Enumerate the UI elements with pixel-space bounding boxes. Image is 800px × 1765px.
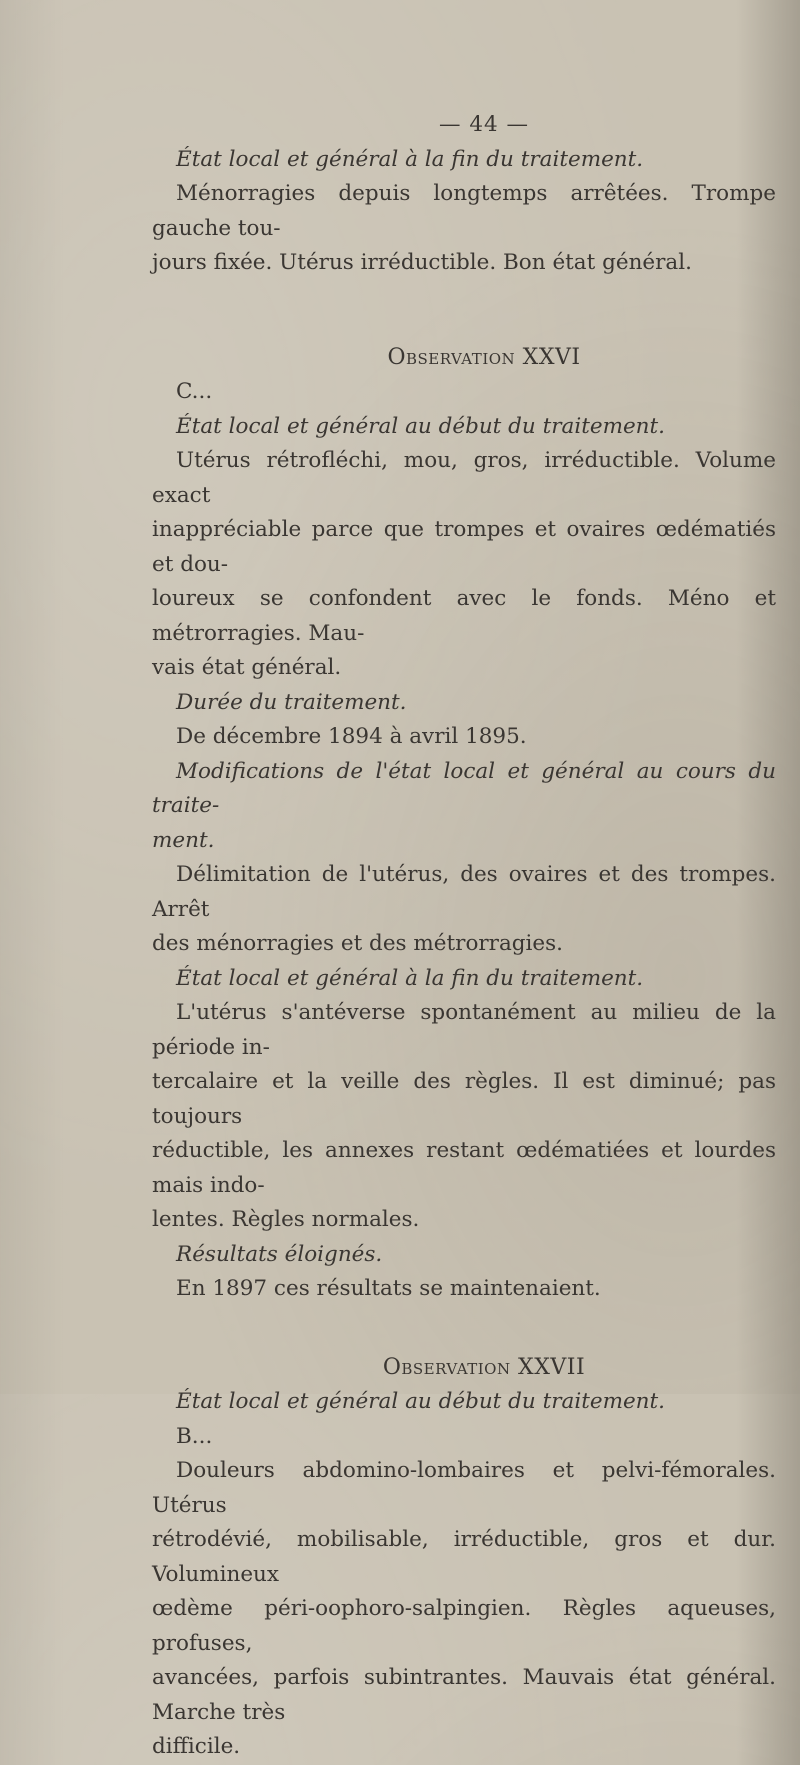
text-line: Délimitation de l'utérus, des ovaires et des trompes. Arrêt	[152, 862, 776, 922]
text-line: lentes. Règles normales.	[152, 1207, 420, 1232]
observation-heading-xxvii: Observation XXVII	[382, 1354, 586, 1380]
text-line: Ménorragies depuis longtemps arrêtées. Trompe gauche tou-	[152, 181, 776, 241]
section-heading-initial-state: État local et général au début du traitement.	[176, 413, 665, 439]
text-line: réductible, les annexes restant œdématiées et lourdes mais indo-	[152, 1138, 776, 1198]
text-line: inappréciable parce que trompes et ovaires œdématiés et dou-	[152, 517, 776, 577]
section-heading-duration: Durée du traitement.	[176, 689, 407, 715]
observation-heading-xxvi: Observation XXVI	[387, 344, 581, 370]
text-line: jours fixée. Utérus irréductible. Bon état général.	[152, 250, 692, 275]
text-line: De décembre 1894 à avril 1895.	[176, 724, 527, 749]
text-line: difficile.	[152, 1734, 241, 1759]
text-line: En 1897 ces résultats se maintenaient.	[176, 1276, 601, 1301]
text-line: œdème péri-oophoro-salpingien. Règles aqueuses, profuses,	[152, 1596, 776, 1656]
text-line: loureux se confondent avec le fonds. Méno et métrorragies. Mau-	[152, 586, 776, 646]
section-heading-final-state: État local et général à la fin du traitement.	[176, 146, 644, 172]
spacer	[152, 1307, 776, 1351]
section-heading-modifications: Modifications de l'état local et général au cours du traite-	[152, 758, 776, 818]
patient-initial: B...	[176, 1423, 213, 1449]
section-heading-modifications-cont: ment.	[152, 827, 215, 853]
text-line: avancées, parfois subintrantes. Mauvais état général. Marche très	[152, 1665, 776, 1725]
text-line: vais état général.	[152, 655, 342, 680]
spacer	[152, 281, 776, 341]
text-line: tercalaire et la veille des règles. Il est diminué; pas toujours	[152, 1069, 776, 1129]
patient-initial: C...	[176, 379, 213, 404]
section-heading-results: Résultats éloignés.	[176, 1241, 383, 1267]
text-line: L'utérus s'antéverse spontanément au milieu de la période in-	[152, 1000, 776, 1060]
text-line: Utérus rétrofléchi, mou, gros, irréductible. Volume exact	[152, 448, 776, 508]
section-heading-final-state: État local et général à la fin du traitement.	[176, 965, 644, 991]
text-line: des ménorragies et des métrorragies.	[152, 931, 563, 956]
text-line: rétrodévié, mobilisable, irréductible, gros et dur. Volumineux	[152, 1527, 776, 1587]
section-heading-initial-state: État local et général au début du traitement.	[176, 1389, 665, 1414]
page-text	[152, 108, 776, 1765]
page-number: — 44 —	[438, 112, 530, 137]
text-line: Douleurs abdomino-lombaires et pelvi-fémorales. Utérus	[152, 1458, 776, 1518]
